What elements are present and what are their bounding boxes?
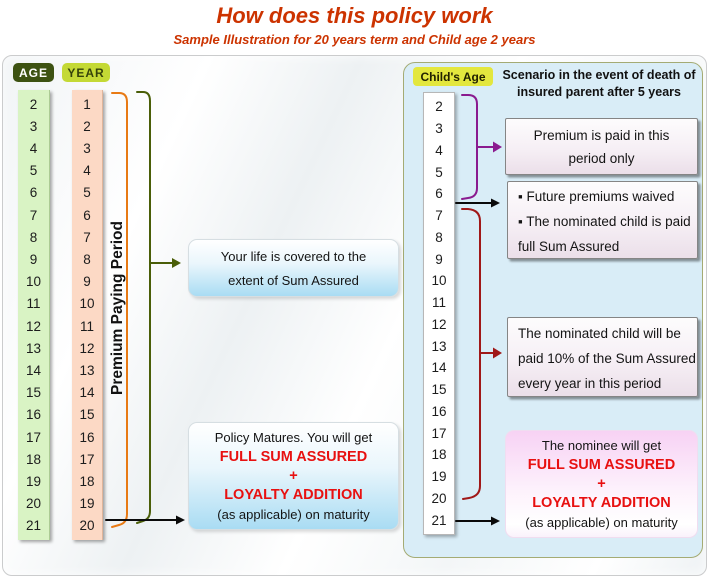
age-cell: 5 bbox=[29, 163, 38, 179]
age-cell: 19 bbox=[25, 474, 42, 490]
child-age-cell: 10 bbox=[431, 273, 447, 289]
child-age-cell: 21 bbox=[431, 512, 447, 528]
policy-matures-full-sum-assured: FULL SUM ASSURED bbox=[219, 448, 368, 465]
child-age-cell: 16 bbox=[431, 403, 447, 419]
premium-waiver-box bbox=[507, 181, 698, 259]
year-cell: 17 bbox=[79, 451, 95, 467]
year-column bbox=[72, 90, 103, 540]
year-cell: 16 bbox=[79, 429, 95, 445]
child-age-column bbox=[423, 92, 455, 535]
age-cell: 2 bbox=[29, 96, 38, 112]
child-age-cell: 18 bbox=[431, 447, 447, 463]
child-age-cell: 20 bbox=[431, 490, 447, 506]
year-cell: 13 bbox=[79, 363, 95, 379]
year-cell: 4 bbox=[83, 163, 91, 179]
child-age-cell: 3 bbox=[435, 121, 443, 137]
nominee-loyalty-addition: LOYALTY ADDITION bbox=[532, 495, 671, 512]
age-cell: 20 bbox=[25, 496, 42, 512]
premium-waiver-line3: full Sum Assured bbox=[518, 239, 620, 254]
child-age-cell: 14 bbox=[431, 360, 447, 376]
scenario-heading-line1: Scenario in the event of death of bbox=[502, 68, 696, 82]
year-cell: 15 bbox=[79, 407, 95, 423]
nominee-full-sum-assured: FULL SUM ASSURED bbox=[527, 456, 676, 473]
age-header-badge: AGE bbox=[13, 63, 54, 82]
age-cell: 11 bbox=[26, 296, 41, 312]
year-cell: 10 bbox=[79, 296, 95, 312]
child-age-cell: 7 bbox=[435, 208, 443, 224]
child-age-cell: 9 bbox=[435, 251, 443, 267]
annual-payout-line1: The nominated child will be bbox=[518, 326, 681, 341]
age-cell: 17 bbox=[25, 429, 42, 445]
child-age-cell: 15 bbox=[431, 382, 447, 398]
life-coverage-line1: Your life is covered to the bbox=[220, 249, 367, 264]
nominee-benefit-box bbox=[505, 430, 698, 538]
year-cell: 5 bbox=[83, 185, 91, 201]
premium-paid-box bbox=[505, 118, 698, 175]
year-cell: 1 bbox=[83, 96, 91, 112]
nominee-plus: + bbox=[597, 475, 606, 492]
age-cell: 3 bbox=[29, 118, 38, 134]
age-cell: 21 bbox=[25, 518, 42, 534]
life-coverage-line2: extent of Sum Assured bbox=[228, 273, 359, 288]
age-cell: 4 bbox=[29, 141, 38, 156]
year-cell: 20 bbox=[79, 518, 95, 534]
age-cell: 9 bbox=[29, 252, 38, 268]
age-cell: 7 bbox=[29, 207, 38, 223]
age-column bbox=[18, 90, 50, 540]
year-header-badge: YEAR bbox=[62, 63, 110, 82]
policy-matures-line1: Policy Matures. You will get bbox=[214, 430, 373, 446]
age-cell: 14 bbox=[25, 363, 42, 379]
age-cell: 15 bbox=[25, 385, 42, 401]
child-age-cell: 17 bbox=[431, 425, 447, 441]
age-cell: 16 bbox=[25, 407, 42, 423]
year-cell: 11 bbox=[79, 318, 94, 334]
child-age-cell: 12 bbox=[431, 316, 447, 332]
year-cell: 14 bbox=[79, 385, 95, 401]
premium-paid-line2: period only bbox=[568, 151, 635, 166]
scenario-heading-line2: insured parent after 5 years bbox=[517, 85, 681, 99]
page-subtitle: Sample Illustration for 20 years term and Child age 2 years bbox=[173, 32, 536, 47]
year-cell: 9 bbox=[83, 274, 91, 290]
age-cell: 10 bbox=[25, 274, 42, 290]
nominee-benefit-line5: (as applicable) on maturity bbox=[525, 514, 678, 530]
premium-paying-period-label: Premium Paying Period bbox=[109, 221, 126, 395]
annual-payout-box bbox=[507, 317, 698, 397]
year-cell: 6 bbox=[83, 207, 91, 223]
child-age-cell: 5 bbox=[435, 164, 443, 180]
child-age-cell: 2 bbox=[435, 99, 443, 115]
child-age-cell: 13 bbox=[431, 338, 447, 354]
year-cell: 3 bbox=[83, 141, 91, 156]
age-cell: 13 bbox=[25, 340, 42, 356]
premium-waiver-line1: ▪ Future premiums waived bbox=[518, 189, 675, 204]
child-age-cell: 4 bbox=[435, 142, 443, 158]
annual-payout-line3: every year in this period bbox=[518, 376, 662, 391]
child-age-cell: 11 bbox=[431, 295, 446, 311]
age-cell: 12 bbox=[25, 318, 42, 334]
year-cell: 8 bbox=[83, 252, 91, 268]
year-cell: 2 bbox=[83, 118, 91, 134]
policy-matures-line5: (as applicable) on maturity bbox=[217, 506, 370, 522]
age-cell: 8 bbox=[29, 229, 38, 245]
premium-waiver-line2: ▪ The nominated child is paid bbox=[518, 214, 691, 229]
page-title: How does this policy work bbox=[216, 3, 493, 28]
childs-age-header-badge: Child's Age bbox=[413, 67, 493, 86]
child-age-cell: 19 bbox=[431, 469, 447, 485]
child-age-cell: 6 bbox=[435, 186, 443, 202]
nominee-benefit-line1: The nominee will get bbox=[541, 438, 662, 454]
age-cell: 18 bbox=[25, 451, 42, 467]
year-cell: 7 bbox=[83, 229, 91, 245]
policy-matures-box bbox=[188, 422, 399, 530]
policy-matures-plus: + bbox=[289, 467, 298, 484]
premium-paid-line1: Premium is paid in this bbox=[533, 128, 670, 143]
child-age-cell: 8 bbox=[435, 229, 443, 245]
scenario-heading bbox=[496, 67, 702, 103]
policy-matures-loyalty-addition: LOYALTY ADDITION bbox=[224, 487, 363, 504]
age-cell: 6 bbox=[29, 185, 38, 201]
life-coverage-box bbox=[188, 239, 399, 297]
year-cell: 12 bbox=[79, 340, 95, 356]
year-cell: 19 bbox=[79, 496, 95, 512]
year-cell: 18 bbox=[79, 474, 95, 490]
annual-payout-line2: paid 10% of the Sum Assured bbox=[518, 351, 696, 366]
